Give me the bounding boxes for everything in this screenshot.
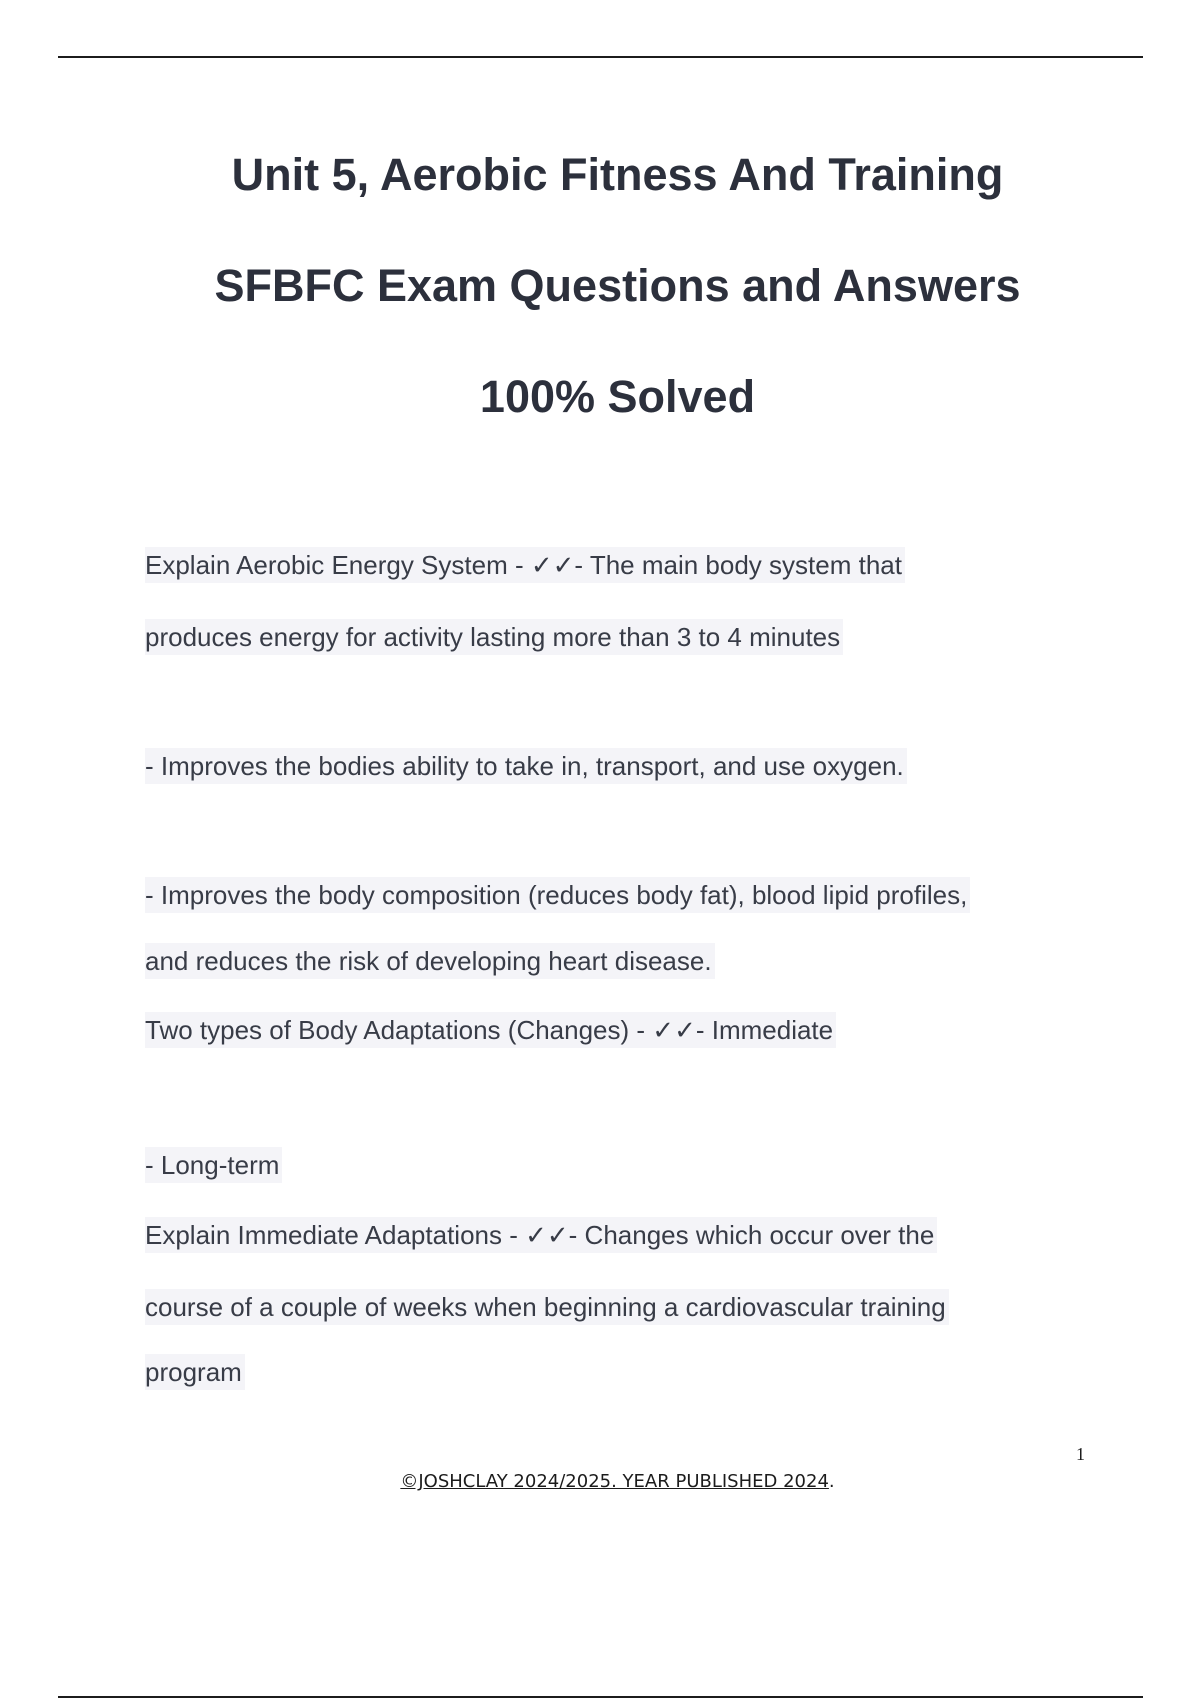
copyright-text: ©JOSHCLAY 2024/2025. YEAR PUBLISHED 2024 [400,1471,829,1492]
qa-line-aerobic-answer-cont: produces energy for activity lasting more than 3 to 4 minutes [145,619,843,655]
qa-line-long-term: - Long-term [145,1147,282,1183]
document-title-line-3: 100% Solved [479,371,756,422]
page-number: 1 [1076,1444,1085,1464]
qa-line-composition-bullet: - Improves the body composition (reduces body fat), blood lipid profiles, [145,877,970,913]
qa-line-adaptations-question: Two types of Body Adaptations (Changes) - ✓✓- Immediate [145,1012,836,1048]
top-rule [58,56,1143,58]
document-title-line-1: Unit 5, Aerobic Fitness And Training [231,149,1004,200]
document-title-line-2: SFBFC Exam Questions and Answers [214,260,1021,311]
qa-line-composition-cont: and reduces the risk of developing heart disease. [145,943,715,979]
qa-line-aerobic-question: Explain Aerobic Energy System - ✓✓- The main body system that [145,547,905,583]
copyright-footer [0,1471,1200,1492]
qa-line-immediate-cont: course of a couple of weeks when beginning a cardiovascular training [145,1289,949,1325]
qa-line-program: program [145,1354,245,1390]
bottom-rule [58,1696,1143,1698]
qa-line-immediate-question: Explain Immediate Adaptations - ✓✓- Changes which occur over the [145,1217,937,1253]
copyright-period: . [828,1471,835,1492]
qa-line-oxygen-bullet: - Improves the bodies ability to take in, transport, and use oxygen. [145,748,907,784]
